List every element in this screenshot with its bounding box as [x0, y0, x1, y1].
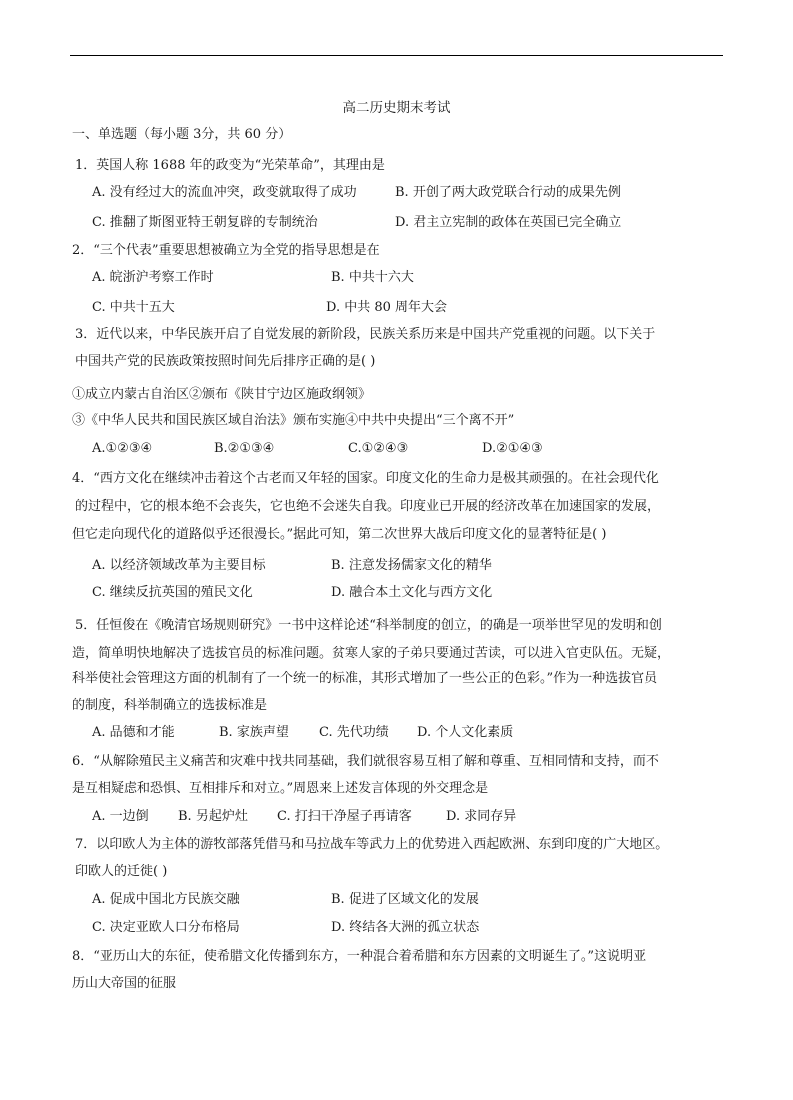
question-1-stem: 1．英国人称 1688 年的政变为“光荣革命”，其理由是 — [75, 158, 385, 173]
question-1-option-b[interactable]: B. 开创了两大政党联合行动的成果先例 — [395, 185, 621, 200]
question-2-option-b[interactable]: B. 中共十六大 — [331, 270, 414, 285]
question-4-stem-line-1: 4．“西方文化在继续冲击着这个古老而又年轻的国家。印度文化的生命力是极其顽强的。在社会现代化 — [72, 471, 659, 486]
question-3-item-line-1: ①成立内蒙古自治区②颁布《陕甘宁边区施政纲领》 — [72, 387, 372, 402]
section-heading: 一、单选题（每小题 3分，共 60 分） — [72, 127, 292, 142]
question-5-stem-line-3: 科举使社会管理这方面的机制有了一个统一的标准，其形式增加了一些公正的色彩。”作为一种选拔官员 — [72, 671, 658, 686]
question-2-option-d[interactable]: D. 中共 80 周年大会 — [326, 300, 448, 315]
question-2-option-c[interactable]: C. 中共十五大 — [92, 300, 175, 315]
question-5-stem-line-1: 5．任恒俊在《晚清官场规则研究》一书中这样论述“科举制度的创立，的确是一项举世罕见的发明和创 — [75, 618, 662, 633]
question-6-option-a[interactable]: A. 一边倒 — [92, 809, 149, 824]
question-6-stem-line-2: 是互相疑虑和恐惧、互相排斥和对立。”周恩来上述发言体现的外交理念是 — [72, 781, 489, 796]
question-4-stem-line-3: 但它走向现代化的道路似乎还很漫长。”据此可知，第二次世界大战后印度文化的显著特征是( ) — [72, 527, 607, 542]
question-2-stem: 2．“三个代表”重要思想被确立为全党的指导思想是在 — [72, 243, 380, 258]
question-7-option-c[interactable]: C. 决定亚欧人口分布格局 — [92, 920, 240, 935]
question-5-option-c[interactable]: C. 先代功绩 — [319, 725, 389, 740]
question-4-option-a[interactable]: A. 以经济领域改革为主要目标 — [92, 558, 266, 573]
question-5-stem-line-4: 的制度，科举制确立的选拔标准是 — [72, 698, 268, 713]
question-7-stem-line-2: 印欧人的迁徙( ) — [75, 864, 168, 879]
question-3-option-b[interactable]: B.②①③④ — [214, 441, 275, 456]
question-7-option-d[interactable]: D. 终结各大洲的孤立状态 — [331, 920, 480, 935]
question-3-stem-line-2: 中国共产党的民族政策按照时间先后排序正确的是( ) — [75, 354, 376, 369]
question-6-stem-line-1: 6．“从解除殖民主义痛苦和灾难中找共同基础，我们就很容易互相了解和尊重、互相同情和支持，而不 — [72, 754, 659, 769]
question-8-stem-line-2: 历山大帝国的征服 — [72, 976, 177, 991]
question-5-stem-line-2: 造，简单明快地解决了选拔官员的标准问题。贫寒人家的子弟只要通过苦读，可以进入官吏队伍。无疑， — [72, 646, 671, 661]
question-7-option-a[interactable]: A. 促成中国北方民族交融 — [92, 892, 240, 907]
question-1-option-a[interactable]: A. 没有经过大的流血冲突，政变就取得了成功 — [92, 185, 357, 200]
question-4-option-d[interactable]: D. 融合本土文化与西方文化 — [331, 585, 493, 600]
question-3-option-a[interactable]: A.①②③④ — [92, 441, 153, 456]
question-3-item-line-2: ③《中华人民共和国民族区域自治法》颁布实施④中共中央提出“三个离不开” — [72, 413, 515, 428]
question-7-stem-line-1: 7．以印欧人为主体的游牧部落凭借马和马拉战车等武力上的优势进入西起欧洲、东到印度的广大地区。 — [75, 837, 669, 852]
question-4-stem-line-2: 的过程中，它的根本绝不会丧失，它也绝不会迷失自我。印度业已开展的经济改革在加速国家的发展， — [75, 499, 661, 514]
question-4-option-b[interactable]: B. 注意发扬儒家文化的精华 — [331, 558, 492, 573]
question-3-option-c[interactable]: C.①②④③ — [348, 441, 409, 456]
question-1-option-c[interactable]: C. 推翻了斯图亚特王朝复辟的专制统治 — [92, 215, 318, 230]
question-3-option-d[interactable]: D.②①④③ — [482, 441, 543, 456]
question-1-option-d[interactable]: D. 君主立宪制的政体在英国已完全确立 — [395, 215, 622, 230]
question-6-option-c[interactable]: C. 打扫干净屋子再请客 — [277, 809, 412, 824]
question-4-option-c[interactable]: C. 继续反抗英国的殖民文化 — [92, 585, 253, 600]
question-3-stem-line-1: 3．近代以来，中华民族开启了自觉发展的新阶段，民族关系历来是中国共产党重视的问题。以下关于 — [75, 327, 656, 342]
exam-title: 高二历史期末考试 — [342, 100, 451, 116]
question-7-option-b[interactable]: B. 促进了区域文化的发展 — [331, 892, 479, 907]
question-5-option-a[interactable]: A. 品德和才能 — [92, 725, 175, 740]
question-6-option-d[interactable]: D. 求同存异 — [446, 809, 517, 824]
question-5-option-b[interactable]: B. 家族声望 — [219, 725, 289, 740]
question-2-option-a[interactable]: A. 皖浙沪考察工作时 — [92, 270, 214, 285]
question-6-option-b[interactable]: B. 另起炉灶 — [178, 809, 248, 824]
question-5-option-d[interactable]: D. 个人文化素质 — [417, 725, 514, 740]
question-8-stem-line-1: 8．“亚历山大的东征，使希腊文化传播到东方，一种混合着希腊和东方因素的文明诞生了。”这说明亚 — [72, 949, 647, 964]
header-rule — [70, 55, 723, 56]
